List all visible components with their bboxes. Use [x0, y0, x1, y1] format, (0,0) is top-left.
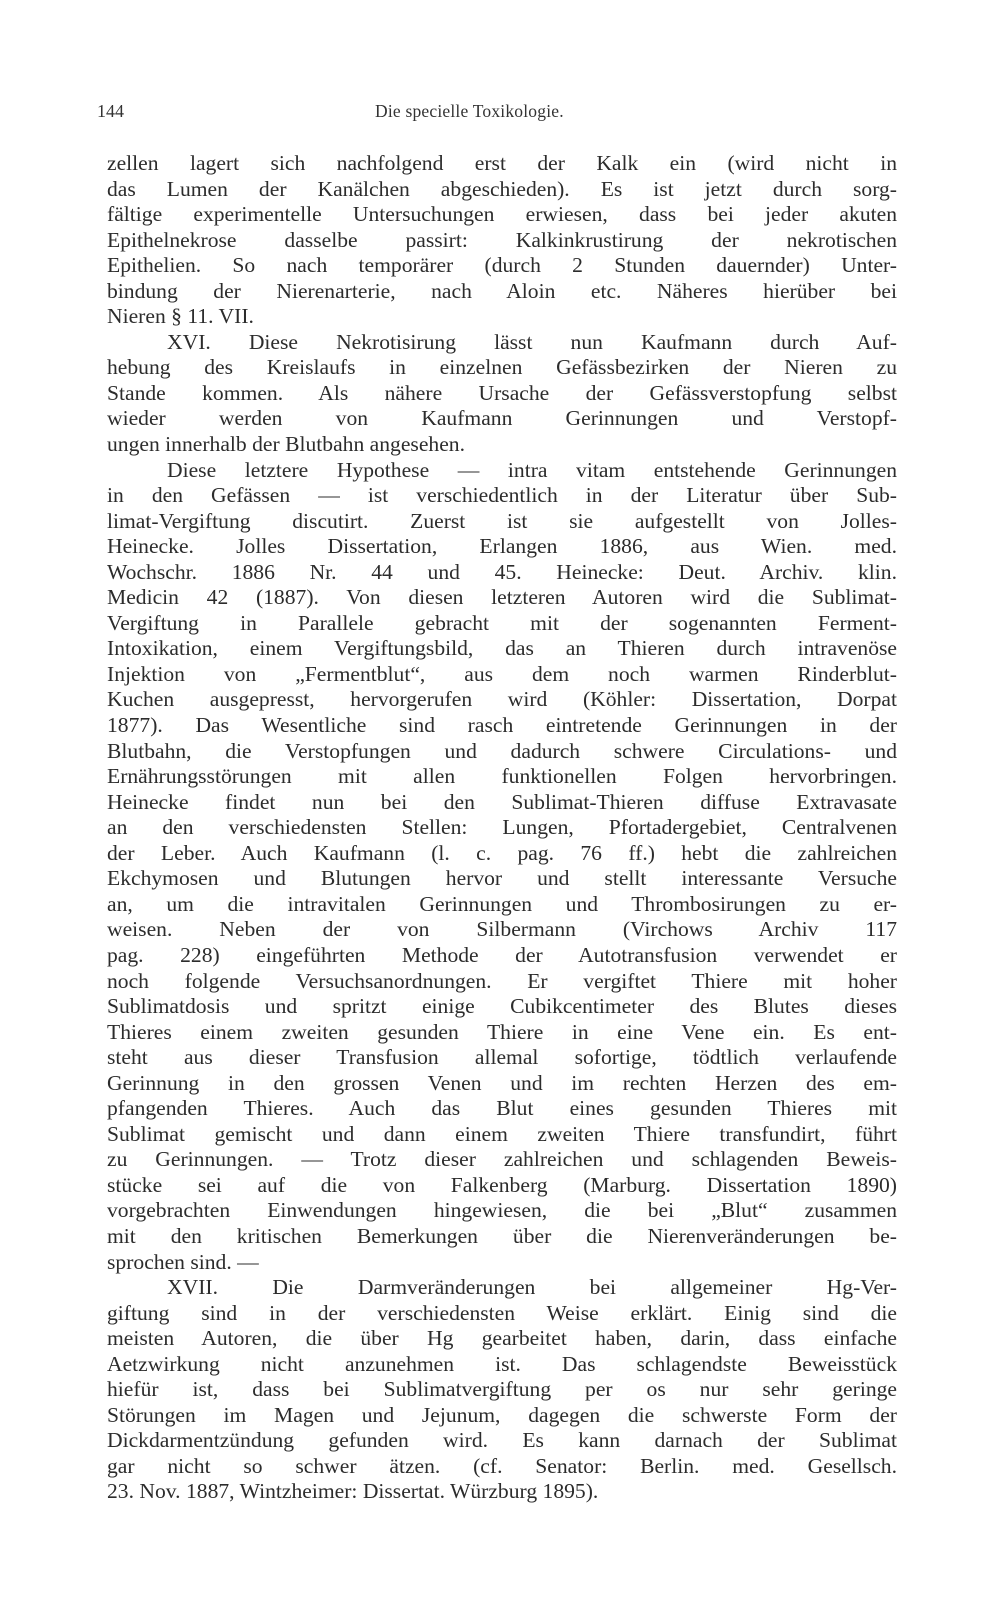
text-line: Gerinnung in den grossen Venen und im rechten Herzen des em-	[107, 1070, 897, 1095]
text-line: in den Gefässen — ist verschiedentlich in der Literatur über Sub-	[107, 483, 897, 508]
text-line: pag. 228) eingeführten Methode der Autotransfusion verwendet er	[107, 942, 897, 967]
text-line: Medicin 42 (1887). Von diesen letzteren Autoren wird die Sublimat-	[107, 585, 897, 610]
text-line: zellen lagert sich nachfolgend erst der Kalk ein (wird nicht in	[107, 151, 897, 175]
text-line: Kuchen ausgepresst, hervorgerufen wird (Köhler: Dissertation, Dorpat	[107, 687, 897, 712]
text-line: zu Gerinnungen. — Trotz dieser zahlreichen und schlagenden Beweis-	[107, 1147, 897, 1172]
text-line: Ekchymosen und Blutungen hervor und stellt interessante Versuche	[107, 866, 897, 891]
text-line: Wochschr. 1886 Nr. 44 und 45. Heinecke: Deut. Archiv. klin.	[107, 559, 897, 584]
text-line: bindung der Nierenarterie, nach Aloin etc. Näheres hierüber bei	[107, 278, 897, 303]
text-line: Thieres einem zweiten gesunden Thiere in eine Vene ein. Es ent-	[107, 1019, 897, 1044]
text-line: weisen. Neben der von Silbermann (Virchows Archiv 117	[107, 917, 897, 942]
text-line: Nieren § 11. VII.	[107, 304, 254, 329]
page-header	[97, 101, 887, 127]
running-title: Die specielle Toxikologie.	[375, 101, 564, 121]
text-line: Vergiftung in Parallele gebracht mit der sogenannten Ferment-	[107, 610, 897, 635]
text-line: Diese letztere Hypothese — intra vitam entstehende Gerinnungen	[167, 457, 897, 482]
text-line: wieder werden von Kaufmann Gerinnungen und Verstopf-	[107, 406, 897, 431]
text-line: gar nicht so schwer ätzen. (cf. Senator: Berlin. med. Gesellsch.	[107, 1453, 897, 1478]
text-line: fältige experimentelle Untersuchungen erwiesen, dass bei jeder akuten	[107, 202, 897, 227]
text-line: 1877). Das Wesentliche sind rasch eintretende Gerinnungen in der	[107, 713, 897, 738]
text-line: Heinecke. Jolles Dissertation, Erlangen 1886, aus Wien. med.	[107, 534, 897, 559]
text-line: vorgebrachten Einwendungen hingewiesen, die bei „Blut“ zusammen	[107, 1198, 897, 1223]
text-line: XVI. Diese Nekrotisirung lässt nun Kaufmann durch Auf-	[167, 329, 897, 354]
text-line: Injektion von „Fermentblut“, aus dem noch warmen Rinderblut-	[107, 661, 897, 686]
text-line: Störungen im Magen und Jejunum, dagegen die schwerste Form der	[107, 1402, 897, 1427]
text-line: an den verschiedensten Stellen: Lungen, Pfortadergebiet, Centralvenen	[107, 815, 897, 840]
text-line: XVII. Die Darmveränderungen bei allgemeiner Hg-Ver-	[167, 1275, 897, 1300]
text-line: Epithelien. So nach temporärer (durch 2 Stunden dauernder) Unter-	[107, 253, 897, 278]
text-line: sprochen sind. —	[107, 1249, 259, 1274]
text-line: ungen innerhalb der Blutbahn angesehen.	[107, 432, 465, 457]
text-line: Epithelnekrose dasselbe passirt: Kalkinkrustirung der nekrotischen	[107, 227, 897, 252]
text-line: stücke sei auf die von Falkenberg (Marburg. Dissertation 1890)	[107, 1172, 897, 1197]
text-line: steht aus dieser Transfusion allemal sofortige, tödtlich verlaufende	[107, 1045, 897, 1070]
text-line: giftung sind in der verschiedensten Weise erklärt. Einig sind die	[107, 1300, 897, 1325]
text-line: Sublimatdosis und spritzt einige Cubikcentimeter des Blutes dieses	[107, 994, 897, 1019]
text-line: hiefür ist, dass bei Sublimatvergiftung per os nur sehr geringe	[107, 1377, 897, 1402]
text-line: limat-Vergiftung discutirt. Zuerst ist sie aufgestellt von Jolles-	[107, 508, 897, 533]
text-line: Heinecke findet nun bei den Sublimat-Thieren diffuse Extravasate	[107, 789, 897, 814]
text-line: Ernährungsstörungen mit allen funktionellen Folgen hervorbringen.	[107, 764, 897, 789]
page-number: 144	[97, 101, 124, 121]
text-line: noch folgende Versuchsanordnungen. Er vergiftet Thiere mit hoher	[107, 968, 897, 993]
text-line: Aetzwirkung nicht anzunehmen ist. Das schlagendste Beweisstück	[107, 1351, 897, 1376]
text-line: Sublimat gemischt und dann einem zweiten Thiere transfundirt, führt	[107, 1121, 897, 1146]
text-line: Stande kommen. Als nähere Ursache der Gefässverstopfung selbst	[107, 380, 897, 405]
text-line: Dickdarmentzündung gefunden wird. Es kann darnach der Sublimat	[107, 1428, 897, 1453]
text-line: pfangenden Thieres. Auch das Blut eines gesunden Thieres mit	[107, 1096, 897, 1121]
text-line: das Lumen der Kanälchen abgeschieden). Es ist jetzt durch sorg-	[107, 176, 897, 201]
text-line: der Leber. Auch Kaufmann (l. c. pag. 76 ff.) hebt die zahlreichen	[107, 840, 897, 865]
text-line: meisten Autoren, die über Hg gearbeitet haben, darin, dass einfache	[107, 1326, 897, 1351]
text-line: an, um die intravitalen Gerinnungen und Thrombosirungen zu er-	[107, 891, 897, 916]
text-line: hebung des Kreislaufs in einzelnen Gefässbezirken der Nieren zu	[107, 355, 897, 380]
text-line: Intoxikation, einem Vergiftungsbild, das an Thieren durch intravenöse	[107, 636, 897, 661]
body-text	[107, 151, 897, 1505]
text-line: mit den kritischen Bemerkungen über die Nierenveränderungen be-	[107, 1223, 897, 1248]
text-line: 23. Nov. 1887, Wintzheimer: Dissertat. Würzburg 1895).	[107, 1479, 599, 1504]
text-line: Blutbahn, die Verstopfungen und dadurch schwere Circulations- und	[107, 738, 897, 763]
